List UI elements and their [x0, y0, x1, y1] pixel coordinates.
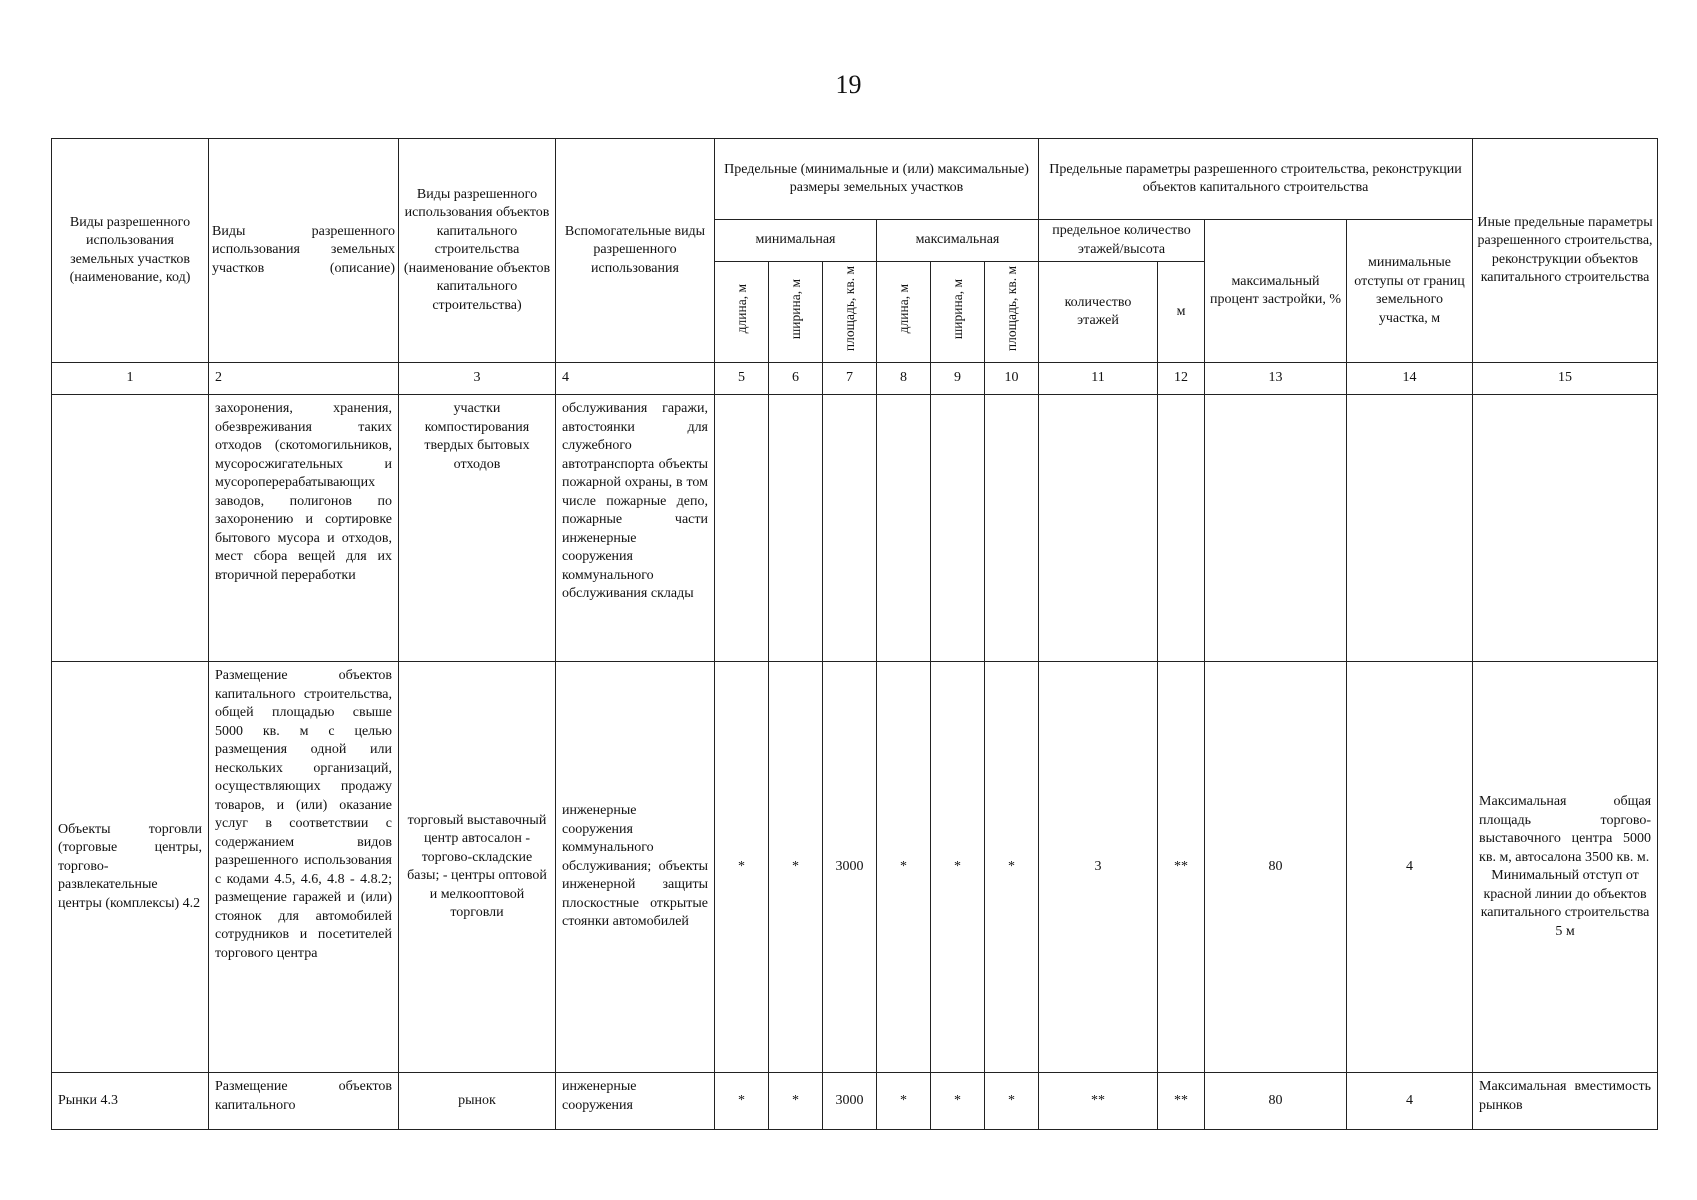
height-cell: **	[1158, 1073, 1205, 1130]
height-cell	[1158, 395, 1205, 662]
header-min-setback: минимальные отступы от границ земельного участка, м	[1347, 220, 1473, 363]
column-number: 12	[1158, 363, 1205, 395]
capital-construction-cell: торговый выставочный центр автосалон - торгово-складские базы; - центры оптовой и мелкооптовой торговли	[399, 662, 556, 1073]
land-use-description-cell: Размещение объектов капитального	[209, 1073, 399, 1130]
header-capital-construction-use: Виды разрешенного использования объектов капитального строительства (наименование объектов капитального строительства)	[399, 139, 556, 363]
header-floors: количество этажей	[1039, 262, 1158, 363]
header-max-length: длина, м	[877, 262, 931, 363]
column-number: 14	[1347, 363, 1473, 395]
auxiliary-use-cell: обслуживания гаражи, автостоянки для служебного автотранспорта объекты пожарной охраны, в том числе пожарные депо, пожарные части инженерные сооружения коммунального обслуживания склады	[556, 395, 715, 662]
header-other-params: Иные предельные параметры разрешенного строительства, реконструкции объектов капитального строительства	[1473, 139, 1658, 363]
column-number: 8	[877, 363, 931, 395]
zoning-parameters-table	[51, 138, 1658, 1130]
capital-construction-cell: участки компостирования твердых бытовых отходов	[399, 395, 556, 662]
column-number: 13	[1205, 363, 1347, 395]
header-floors-height: предельное количество этажей/высота	[1039, 220, 1205, 262]
header-max-build-percent: максимальный процент застройки, %	[1205, 220, 1347, 363]
header-max-area: площадь, кв. м	[985, 262, 1039, 363]
column-number: 9	[931, 363, 985, 395]
table-row	[52, 1073, 1658, 1130]
land-use-name-cell	[52, 395, 209, 662]
min-setback-cell: 4	[1347, 1073, 1473, 1130]
auxiliary-use-cell: инженерные сооружения коммунального обслуживания; объекты инженерной защиты плоскостные открытые стоянки автомобилей	[556, 662, 715, 1073]
min-setback-cell	[1347, 395, 1473, 662]
column-number-row	[52, 363, 1658, 395]
other-params-cell: Максимальная вместимость рынков	[1473, 1073, 1658, 1130]
page-number: 19	[835, 70, 862, 99]
min-length-cell: *	[715, 662, 769, 1073]
floors-cell: 3	[1039, 662, 1158, 1073]
column-number: 7	[823, 363, 877, 395]
column-number: 15	[1473, 363, 1658, 395]
floors-cell: **	[1039, 1073, 1158, 1130]
land-use-name-cell: Объекты торговли (торговые центры, торгово-развлекательные центры (комплексы) 4.2	[52, 662, 209, 1073]
max-area-cell	[985, 395, 1039, 662]
max-percent-cell: 80	[1205, 1073, 1347, 1130]
header-min-area: площадь, кв. м	[823, 262, 877, 363]
max-length-cell	[877, 395, 931, 662]
column-number: 4	[556, 363, 715, 395]
header-land-use-name: Виды разрешенного использования земельных участков (наименование, код)	[52, 139, 209, 363]
other-params-max-area-text: Максимальная общая площадь торгово-выставочного центра 5000 кв. м, автосалона 3500 кв. м.	[1479, 794, 1652, 865]
min-setback-cell: 4	[1347, 662, 1473, 1073]
min-width-cell: *	[769, 662, 823, 1073]
height-cell: **	[1158, 662, 1205, 1073]
min-length-cell	[715, 395, 769, 662]
column-number: 2	[209, 363, 399, 395]
max-width-cell	[931, 395, 985, 662]
max-area-cell: *	[985, 1073, 1039, 1130]
header-min-length: длина, м	[715, 262, 769, 363]
land-use-name-cell: Рынки 4.3	[52, 1073, 209, 1130]
min-width-cell	[769, 395, 823, 662]
column-number: 6	[769, 363, 823, 395]
header-min-width: ширина, м	[769, 262, 823, 363]
column-number: 5	[715, 363, 769, 395]
other-params-setback-text: Минимальный отступ от красной линии до объектов капитального строительства 5 м	[1480, 868, 1650, 939]
column-number: 1	[52, 363, 209, 395]
min-area-cell: 3000	[823, 1073, 877, 1130]
min-area-cell: 3000	[823, 662, 877, 1073]
header-plot-sizes-group: Предельные (минимальные и (или) максимальные) размеры земельных участков	[715, 139, 1039, 220]
other-params-cell	[1473, 395, 1658, 662]
header-max-width: ширина, м	[931, 262, 985, 363]
min-area-cell	[823, 395, 877, 662]
header-auxiliary-use: Вспомогательные виды разрешенного использования	[556, 139, 715, 363]
max-length-cell: *	[877, 1073, 931, 1130]
header-construction-params-group: Предельные параметры разрешенного строительства, реконструкции объектов капитального строительства	[1039, 139, 1473, 220]
min-width-cell: *	[769, 1073, 823, 1130]
max-width-cell: *	[931, 662, 985, 1073]
max-area-cell: *	[985, 662, 1039, 1073]
max-length-cell: *	[877, 662, 931, 1073]
table-row	[52, 395, 1658, 662]
column-number: 10	[985, 363, 1039, 395]
header-land-use-description: Виды разрешенного использования земельных участков (описание)	[209, 139, 399, 363]
max-width-cell: *	[931, 1073, 985, 1130]
land-use-description-cell: Размещение объектов капитального строительства, общей площадью свыше 5000 кв. м с целью размещения одной или нескольких организаций, осуществляющих продажу товаров, и (или) оказание услуг в соответствии с содержанием видов разрешенного использования с кодами 4.5, 4.6, 4.8 - 4.8.2; размещение гаражей и (или) стоянок для автомобилей сотрудников и посетителей торгового центра	[209, 662, 399, 1073]
column-number: 11	[1039, 363, 1158, 395]
max-percent-cell	[1205, 395, 1347, 662]
other-params-cell	[1473, 662, 1658, 1073]
max-percent-cell: 80	[1205, 662, 1347, 1073]
auxiliary-use-cell: инженерные сооружения	[556, 1073, 715, 1130]
land-use-description-cell: захоронения, хранения, обезвреживания таких отходов (скотомогильников, мусоросжигательных и мусороперерабатывающих заводов, полигонов по захоронению и сортировке бытового мусора и отходов, мест сбора вещей для их вторичной переработки	[209, 395, 399, 662]
column-number: 3	[399, 363, 556, 395]
capital-construction-cell: рынок	[399, 1073, 556, 1130]
header-meters: м	[1158, 262, 1205, 363]
header-minimum-group: минимальная	[715, 220, 877, 262]
header-maximum-group: максимальная	[877, 220, 1039, 262]
table-row	[52, 662, 1658, 1073]
min-length-cell: *	[715, 1073, 769, 1130]
floors-cell	[1039, 395, 1158, 662]
